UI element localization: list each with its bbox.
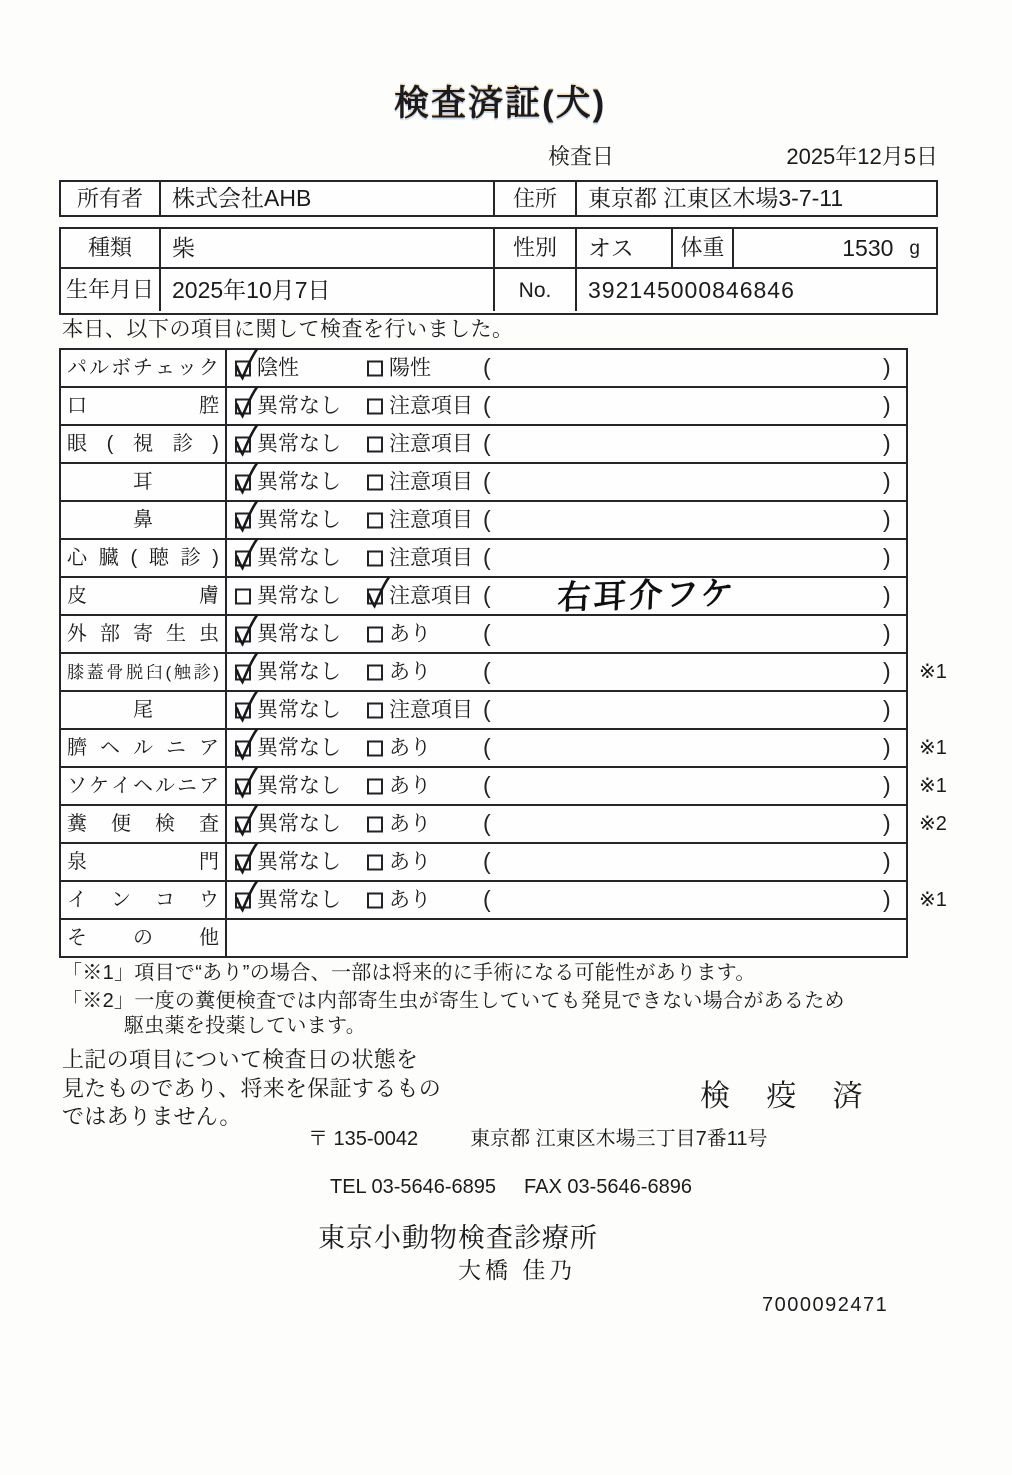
exam-row-options [227,654,947,690]
exam-row-options [227,464,906,500]
exam-item-label-char: 門 [199,851,219,873]
quarantine-passed-stamp: 検 疫 済 [700,1080,877,1113]
reference-marker: ※1 [919,737,947,759]
exam-row-options [227,920,906,956]
checked-checkbox [235,816,251,832]
open-parenthesis: ( [483,620,491,647]
exam-row-options [227,844,906,880]
exam-row [61,654,947,692]
exam-option [367,814,431,835]
handwritten-check-mark [232,689,260,725]
footnote-2-line2: 駆虫薬を投薬しています。 [124,1015,366,1037]
empty-checkbox [367,854,383,870]
exam-option [367,852,431,873]
close-parenthesis: ) [883,392,891,419]
exam-row-options [227,730,947,766]
exam-option [235,396,341,417]
exam-item-label-char: ル [89,357,109,379]
exam-option [367,548,473,569]
exam-item-label-char: 虫 [199,623,219,645]
empty-checkbox [367,360,383,376]
veterinarian-name: 大橋 佳乃 [458,1257,577,1283]
exam-row [61,502,906,540]
document-serial-number: 7000092471 [762,1294,889,1316]
exam-item-label-char: ヘ [100,737,120,759]
exam-item-label-char: 聴 [148,547,169,569]
close-parenthesis: ) [883,506,891,533]
exam-item-label-char: 生 [166,623,186,645]
exam-option [235,700,341,721]
weight-value-cell [734,229,936,267]
exam-item-label-char: の [133,927,153,949]
exam-item-label-char: ア [199,737,219,759]
exam-option [235,548,341,569]
exam-option [235,624,341,645]
exam-item-label-char: 蓋 [86,662,104,682]
pet-info-row-2 [61,269,936,311]
reference-marker: ※1 [919,775,947,797]
inspection-date-value: 2025年12月5日 [786,144,938,169]
exam-option [367,472,473,493]
clinic-tel: TEL 03-5646-6895 [330,1176,497,1198]
open-parenthesis: ( [483,430,491,457]
exam-item-label-char: 心 [67,547,87,569]
clinic-phone-line [330,1177,692,1197]
pet-info-row-1 [61,229,936,269]
handwritten-note: 右耳介フケ [556,574,738,616]
exam-option [235,434,341,455]
exam-option [367,624,431,645]
exam-item-label [61,350,227,386]
reference-marker: ※1 [919,661,947,683]
exam-option [367,586,473,607]
checked-checkbox [235,436,251,452]
disclaimer-line-3: ではありません。 [62,1104,242,1129]
exam-item-label-char: ェ [155,357,175,379]
checked-checkbox [235,854,251,870]
sex-label: 性別 [493,229,577,267]
exam-item-label-char: 部 [100,623,120,645]
exam-item-label-char: 糞 [67,813,87,835]
exam-item-label [61,730,227,766]
exam-item-label [61,388,227,424]
exam-item-label-char: 膝 [67,662,84,682]
exam-item-label [61,426,227,462]
exam-item-label-char: 他 [199,927,219,949]
exam-row [61,882,947,920]
empty-checkbox [367,778,383,794]
exam-item-label-char: 臼 [145,662,163,682]
exam-option [367,776,431,797]
exam-row [61,426,906,464]
breed-value: 柴 [172,234,195,261]
empty-checkbox [367,474,383,490]
exam-item-label-char: 臓 [98,547,119,569]
disclaimer-line-1: 上記の項目について検査日の状態を [62,1047,419,1072]
exam-option [235,510,341,531]
exam-option-label: あり [389,622,431,646]
open-parenthesis: ( [483,734,491,761]
empty-checkbox [367,436,383,452]
close-parenthesis: ) [883,468,891,495]
empty-checkbox [367,740,383,756]
exam-item-label-char: ) [212,433,219,455]
inspection-date-row [548,146,938,168]
exam-item-label-char: ) [213,662,219,682]
exam-option [235,890,341,911]
exam-option-label: 注意項目 [389,508,473,532]
exam-option-label: 異常なし [257,812,341,836]
exam-item-label [61,806,227,842]
exam-option-label: 陽性 [389,356,431,380]
exam-option [235,776,341,797]
exam-item-label-char: 視 [132,433,153,455]
exam-item-label-char: ク [199,357,219,379]
exam-item-label-char: ニ [177,775,197,797]
exam-item-label-char: ケ [89,775,109,797]
close-parenthesis: ) [883,354,891,381]
checked-checkbox [235,550,251,566]
close-parenthesis: ) [883,582,891,609]
birthdate-label: 生年月日 [61,269,161,311]
exam-item-label-char: パ [67,357,87,379]
intro-sentence: 本日、以下の項目に関して検査を行いました。 [62,318,514,341]
inspection-date-label: 検査日 [548,144,615,169]
exam-item-label [61,692,227,728]
exam-row-options [227,350,906,386]
exam-item-label [61,882,227,918]
birthdate-value: 2025年10月7日 [172,276,331,303]
open-parenthesis: ( [483,696,491,723]
open-parenthesis: ( [483,848,491,875]
exam-option-label: 異常なし [257,888,341,912]
exam-item-label-char: ( [106,433,114,455]
exam-option [235,738,341,759]
empty-checkbox [367,512,383,528]
exam-item-label-char: ニ [166,737,186,759]
exam-item-label-char: 膚 [199,585,219,607]
empty-checkbox [367,702,383,718]
reference-marker: ※2 [919,813,947,835]
exam-item-label-char: ( [165,662,172,682]
exam-row-options [227,388,906,424]
exam-item-label-char: 臍 [67,737,87,759]
handwritten-check-mark [232,879,260,915]
owner-table [59,180,938,217]
exam-option [367,358,431,379]
handwritten-check-mark [364,575,392,611]
exam-option-label: あり [389,812,431,836]
checked-checkbox [235,892,251,908]
address-label: 住所 [493,182,577,215]
exam-item-label-char: ル [155,775,175,797]
exam-item-label-char: 診 [180,547,201,569]
open-parenthesis: ( [483,506,491,533]
exam-item-label [61,578,227,614]
exam-item-label [61,844,227,880]
empty-checkbox [367,550,383,566]
disclaimer-line-2: 見たものであり、将来を保証するもの [62,1075,442,1101]
no-value: 392145000846846 [588,276,795,303]
exam-item-label-char: ) [212,547,219,569]
clinic-name: 東京小動物検査診療所 [318,1223,598,1253]
exam-option-label: あり [389,660,431,684]
exam-option [235,358,299,379]
exam-option-label: 異常なし [257,736,341,760]
checked-checkbox [235,626,251,642]
exam-option-label: 異常なし [257,850,341,874]
handwritten-check-mark [232,347,260,383]
exam-option [235,814,341,835]
exam-option [367,738,431,759]
exam-option-label: 異常なし [257,622,341,646]
exam-row [61,464,906,502]
reference-marker: ※1 [919,889,947,911]
exam-row [61,768,947,806]
close-parenthesis: ) [883,886,891,913]
handwritten-check-mark [232,765,260,801]
exam-option-label: 異常なし [257,432,341,456]
open-parenthesis: ( [483,772,491,799]
exam-option-label: 異常なし [257,660,341,684]
handwritten-check-mark [232,499,260,535]
exam-option-label: 注意項目 [389,584,473,608]
exam-option-label: 注意項目 [389,546,473,570]
checked-checkbox [235,778,251,794]
checked-checkbox [235,740,251,756]
handwritten-check-mark [232,613,260,649]
close-parenthesis: ) [883,696,891,723]
checked-checkbox [235,702,251,718]
empty-checkbox [367,892,383,908]
open-parenthesis: ( [483,658,491,685]
close-parenthesis: ) [883,772,891,799]
handwritten-check-mark [232,423,260,459]
exam-item-label [61,616,227,652]
checked-checkbox [235,664,251,680]
exam-row [61,388,906,426]
exam-row-options [227,806,947,842]
exam-item-label [61,920,227,956]
owner-value: 株式会社AHB [172,185,312,211]
exam-row [61,540,906,578]
exam-item-label-char: 皮 [67,585,87,607]
exam-option [235,472,341,493]
exam-row [61,350,906,388]
exam-option-label: 注意項目 [389,394,473,418]
exam-item-label-char: ウ [199,889,219,911]
exam-option [235,586,341,607]
exam-item-label-char: 腔 [199,395,219,417]
handwritten-check-mark [232,841,260,877]
exam-item-label-char: コ [155,889,175,911]
exam-option [367,662,431,683]
empty-checkbox [367,626,383,642]
exam-row-options [227,692,906,728]
address-value: 東京都 江東区木場3-7-11 [588,185,844,211]
exam-item-label-char: チ [133,357,153,379]
open-parenthesis: ( [483,392,491,419]
exam-item-label-char: 鼻 [133,509,153,531]
exam-row [61,616,906,654]
exam-item-label-char: 耳 [133,471,153,493]
exam-row [61,844,906,882]
breed-label: 種類 [61,229,161,267]
exam-item-label [61,654,227,690]
exam-option-label: 異常なし [257,394,341,418]
exam-option-label: 異常なし [257,470,341,494]
pet-info-table [59,227,938,315]
exam-option-label: 異常なし [257,584,341,608]
open-parenthesis: ( [483,354,491,381]
exam-row-options [227,882,947,918]
empty-checkbox [235,588,251,604]
empty-checkbox [367,816,383,832]
close-parenthesis: ) [883,620,891,647]
close-parenthesis: ) [883,734,891,761]
exam-item-label-char: 尾 [133,699,153,721]
handwritten-check-mark [232,461,260,497]
clinic-address: 東京都 江東区木場三丁目7番11号 [470,1128,768,1150]
exam-item-label-char: 眼 [67,433,87,455]
weight-value: 1530 [842,234,894,261]
exam-item-label-char: そ [67,927,87,949]
exam-item-label [61,540,227,576]
exam-item-label-char: 脱 [126,662,144,682]
exam-row-options [227,768,947,804]
close-parenthesis: ) [883,658,891,685]
sex-value: オス [588,234,634,261]
exam-row-options [227,426,906,462]
exam-item-label [61,464,227,500]
disclaimer [62,1046,441,1132]
open-parenthesis: ( [483,468,491,495]
exam-table [59,348,947,958]
exam-row [61,692,906,730]
checked-checkbox [235,512,251,528]
exam-item-label-char: 検 [155,813,175,835]
footnote-2-line1: 「※2」一度の糞便検査では内部寄生虫が寄生していても発見できない場合があるため [62,990,845,1012]
exam-item-label-char: ル [133,737,153,759]
checked-checkbox [235,474,251,490]
exam-item-label-char: 骨 [106,662,124,682]
exam-row-options [227,616,906,652]
exam-item-label-char: ッ [177,357,197,379]
checked-checkbox [235,398,251,414]
exam-option-label: 異常なし [257,508,341,532]
exam-item-label-char: 便 [111,813,131,835]
exam-item-label [61,768,227,804]
exam-item-label-char: 査 [199,813,219,835]
exam-item-label-char: イ [67,889,87,911]
open-parenthesis: ( [483,582,491,609]
exam-item-label-char: 触 [173,662,191,682]
exam-option [367,434,473,455]
checked-checkbox [367,588,383,604]
exam-option-label: あり [389,774,431,798]
open-parenthesis: ( [483,886,491,913]
exam-item-label-char: ソ [67,775,87,797]
empty-checkbox [367,664,383,680]
exam-row [61,574,906,616]
open-parenthesis: ( [483,810,491,837]
weight-label: 体重 [671,229,734,267]
exam-option-label: 注意項目 [389,470,473,494]
owner-label: 所有者 [61,182,161,215]
handwritten-check-mark [232,727,260,763]
exam-option-label: 注意項目 [389,698,473,722]
weight-unit: g [909,237,920,259]
exam-item-label-char: 寄 [133,623,153,645]
exam-item-label-char: 診 [172,433,193,455]
exam-item-label-char: ア [199,775,219,797]
exam-option [367,510,473,531]
checked-checkbox [235,360,251,376]
close-parenthesis: ) [883,430,891,457]
exam-option-label: あり [389,888,431,912]
exam-item-label-char: ン [111,889,131,911]
handwritten-check-mark [232,651,260,687]
exam-item-label-char: イ [111,775,131,797]
close-parenthesis: ) [883,544,891,571]
page-title: 検査済証(犬) [394,84,607,123]
exam-option-label: 異常なし [257,774,341,798]
empty-checkbox [367,398,383,414]
handwritten-check-mark [232,803,260,839]
exam-option-label: 陰性 [257,356,299,380]
exam-option [367,396,473,417]
footnote-1: 「※1」項目で“あり”の場合、一部は将来的に手術になる可能性があります。 [62,962,756,984]
close-parenthesis: ) [883,848,891,875]
exam-option-label: あり [389,736,431,760]
clinic-postal-code: 〒 135-0042 [308,1128,419,1150]
close-parenthesis: ) [883,810,891,837]
exam-option-label: 注意項目 [389,432,473,456]
exam-option-label: 異常なし [257,546,341,570]
handwritten-check-mark [232,385,260,421]
exam-item-label-char: 口 [67,395,87,417]
exam-item-label-char: ヘ [133,775,153,797]
exam-option [235,852,341,873]
exam-option [235,662,341,683]
exam-row-options [227,502,906,538]
exam-row-options [227,540,906,576]
exam-item-label-char: ボ [111,357,131,379]
clinic-fax: FAX 03-5646-6896 [524,1176,692,1198]
exam-option-label: あり [389,850,431,874]
exam-row [61,806,947,844]
clinic-address-line [308,1129,768,1149]
exam-option-label: 異常なし [257,698,341,722]
exam-row-options [227,574,906,616]
exam-item-label-char: 泉 [67,851,87,873]
exam-option [367,890,431,911]
exam-item-label-char: 外 [67,623,87,645]
exam-item-label [61,502,227,538]
open-parenthesis: ( [483,544,491,571]
handwritten-check-mark [232,537,260,573]
no-label: No. [493,269,577,311]
exam-option [367,700,473,721]
exam-row [61,920,906,956]
exam-item-label-char: 診 [193,662,211,682]
exam-item-label-char: ( [130,547,138,569]
exam-row [61,730,947,768]
